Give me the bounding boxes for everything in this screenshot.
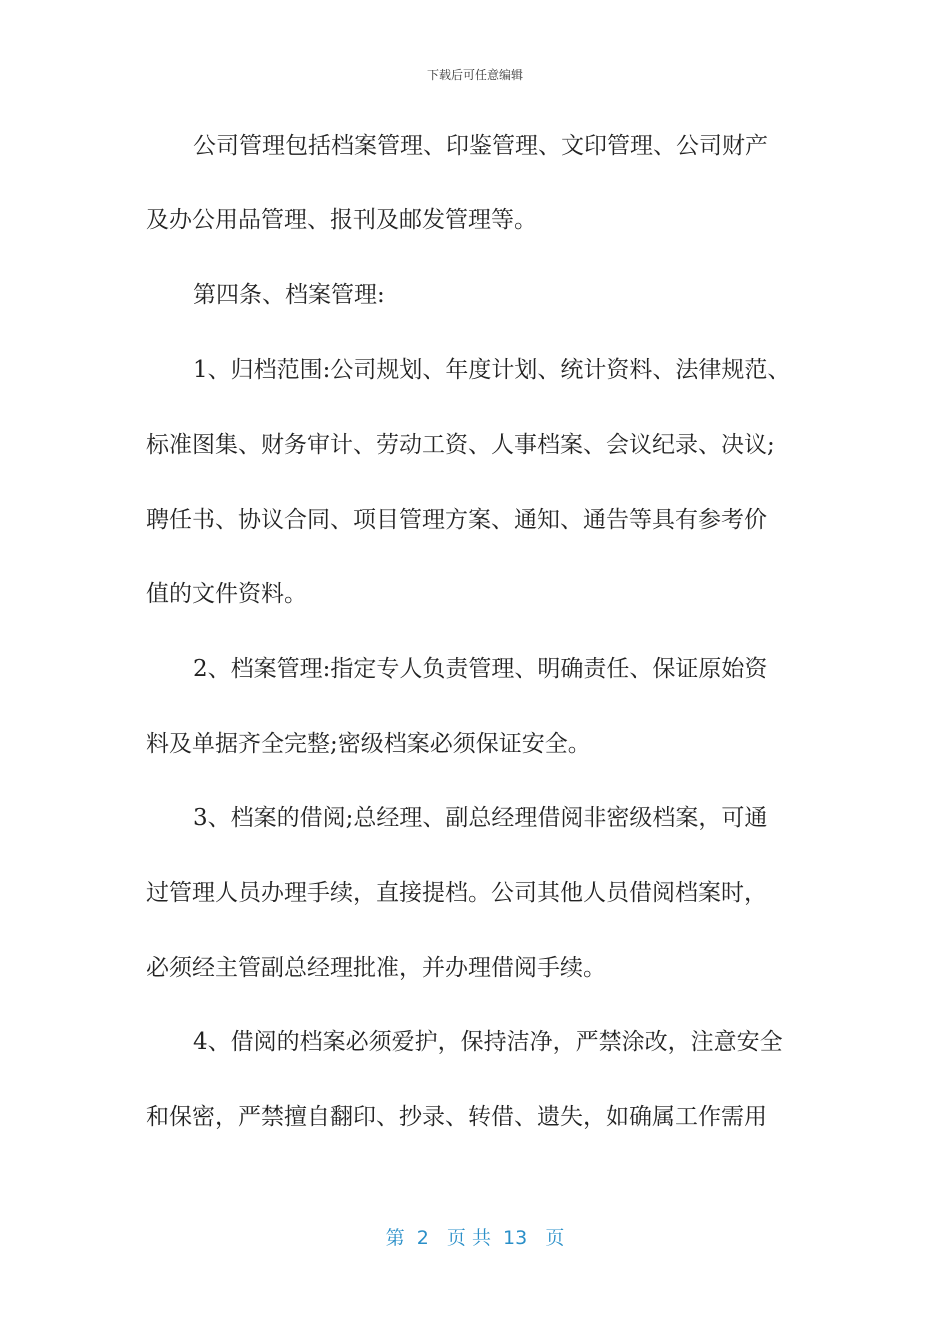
text-line: 聘任书、协议合同、项目管理方案、通知、通告等具有参考价 [146,507,767,533]
page-header: 下载后可任意编辑 [426,68,523,82]
text-line: 3、档案的借阅;总经理、副总经理借阅非密级档案，可通 [193,805,768,831]
text-line: 4、借阅的档案必须爱护，保持洁净，严禁涂改，注意安全 [193,1029,783,1055]
text-line: 和保密，严禁擅自翻印、抄录、转借、遗失，如确属工作需用 [146,1104,767,1130]
text-line: 必须经主管副总经理批准，并办理借阅手续。 [146,955,606,981]
text-line: 1、归档范围:公司规划、年度计划、统计资料、法律规范、 [193,357,791,383]
text-line: 标准图集、财务审计、劳动工资、人事档案、会议纪录、决议; [146,432,775,458]
text-line: 2、档案管理:指定专人负责管理、明确责任、保证原始资 [193,656,768,682]
text-line: 值的文件资料。 [146,581,307,607]
page-number-footer: 第 2 页 共 13 页 [385,1227,565,1249]
text-line: 第四条、档案管理: [193,282,385,308]
text-line: 过管理人员办理手续，直接提档。公司其他人员借阅档案时， [146,880,767,906]
text-line: 料及单据齐全完整;密级档案必须保证安全。 [146,731,591,757]
text-line: 及办公用品管理、报刊及邮发管理等。 [146,207,537,233]
text-line: 公司管理包括档案管理、印鉴管理、文印管理、公司财产 [193,133,768,159]
